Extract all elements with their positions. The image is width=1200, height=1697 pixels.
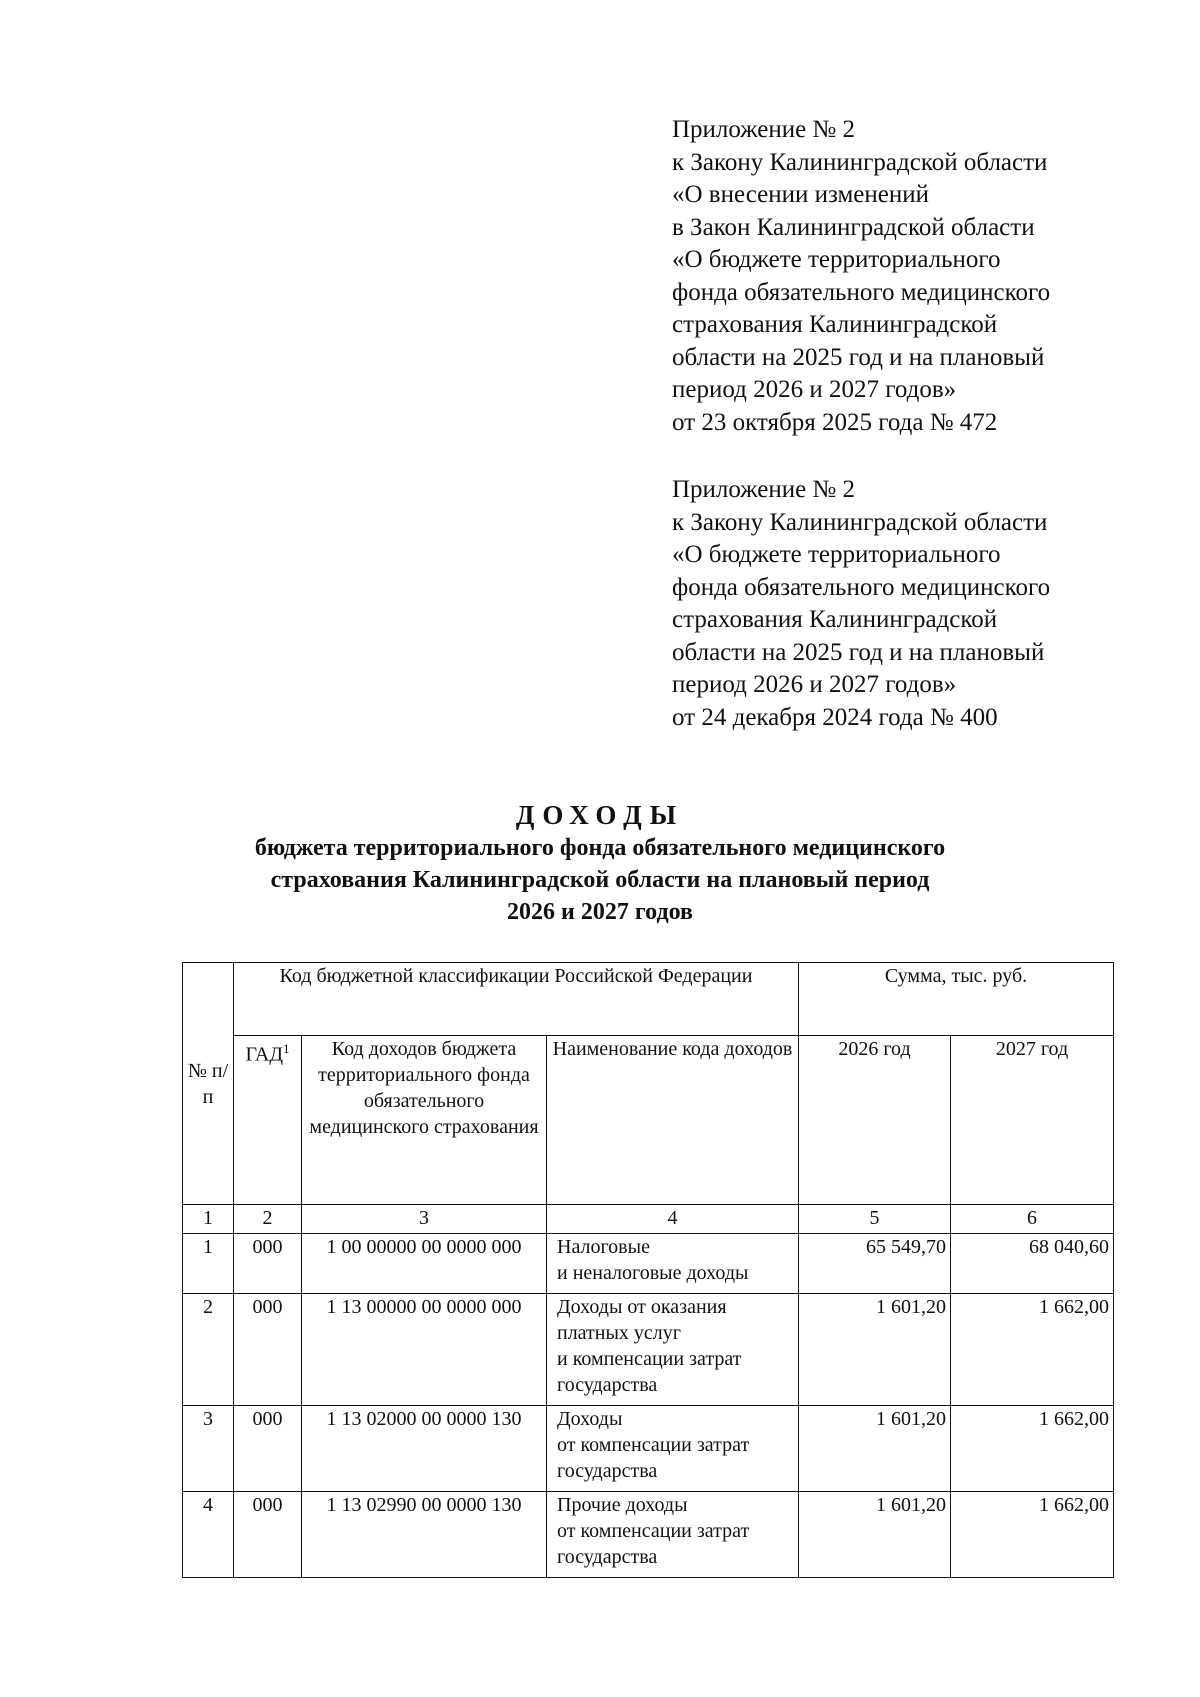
- row-gad: 000: [234, 1406, 302, 1492]
- header-gad-label: ГАД: [245, 1043, 283, 1066]
- row-num: 2: [183, 1294, 234, 1406]
- row-gad: 000: [234, 1492, 302, 1578]
- row-name-line: государства: [557, 1460, 658, 1482]
- row-name-line: Доходы: [557, 1408, 623, 1430]
- row-value-2026: 1 601,20: [799, 1294, 951, 1406]
- row-value-2027: 1 662,00: [951, 1294, 1114, 1406]
- appendix-line: области на 2025 год и на плановый: [672, 638, 1045, 666]
- table-row: [183, 1492, 1114, 1578]
- title-line: страхования Калининградской области на плановый период: [270, 867, 930, 893]
- row-name-line: и неналоговые доходы: [557, 1262, 749, 1284]
- row-value-2026: 65 549,70: [799, 1234, 951, 1294]
- row-name-line: Налоговые: [557, 1236, 650, 1258]
- column-number: 4: [547, 1205, 799, 1234]
- appendix-line: период 2026 и 2027 годов»: [672, 671, 957, 698]
- appendix-line: страхования Калининградской: [672, 311, 998, 338]
- appendix-line: к Закону Калининградской области: [672, 148, 1048, 176]
- row-code: 1 13 02990 00 0000 130: [302, 1492, 547, 1578]
- appendix-line: от 23 октября 2025 года № 472: [672, 408, 998, 436]
- header-income-code: Код доходов бюджета территориального фонда обязательного медицинского страхования: [302, 1036, 547, 1205]
- row-name-line: платных услуг: [557, 1322, 681, 1344]
- title-line: бюджета территориального фонда обязательного медицинского: [254, 835, 946, 861]
- column-number: 1: [183, 1205, 234, 1234]
- appendix-note-original: [672, 474, 1142, 734]
- appendix-line: области на 2025 год и на плановый: [672, 343, 1045, 371]
- column-number: 3: [302, 1205, 547, 1234]
- row-name-line: Доходы от оказания: [557, 1296, 727, 1318]
- row-name: [547, 1406, 799, 1492]
- row-value-2027: 1 662,00: [951, 1406, 1114, 1492]
- header-year-2027: 2027 год: [951, 1036, 1114, 1205]
- row-name-line: государства: [557, 1374, 658, 1396]
- header-sum: Сумма, тыс. руб.: [799, 963, 1114, 1036]
- appendix-line: к Закону Калининградской области: [672, 508, 1048, 536]
- header-num: № п/п: [183, 963, 234, 1205]
- header-gad-footnote: 1: [282, 1041, 290, 1056]
- row-value-2027: 68 040,60: [951, 1234, 1114, 1294]
- column-number: 2: [234, 1205, 302, 1234]
- row-code: 1 13 00000 00 0000 000: [302, 1294, 547, 1406]
- title-line: 2026 и 2027 годов: [507, 899, 693, 925]
- header-gad: [234, 1036, 302, 1205]
- header-classification: Код бюджетной классификации Российской Федерации: [234, 963, 799, 1036]
- appendix-note-current: [672, 114, 1142, 439]
- row-num: 3: [183, 1406, 234, 1492]
- appendix-line: Приложение № 2: [672, 476, 856, 503]
- appendix-line: в Закон Калининградской области: [672, 213, 1035, 241]
- row-code: 1 13 02000 00 0000 130: [302, 1406, 547, 1492]
- title-main: ДОХОДЫ: [515, 800, 685, 830]
- table-row: [183, 1294, 1114, 1406]
- table-header-row: [183, 963, 1114, 1036]
- column-number: 5: [799, 1205, 951, 1234]
- row-name-line: и компенсации затрат: [557, 1348, 742, 1370]
- appendix-line: Приложение № 2: [672, 116, 856, 143]
- appendix-line: фонда обязательного медицинского: [672, 278, 1051, 306]
- row-name: [547, 1234, 799, 1294]
- row-name: [547, 1294, 799, 1406]
- appendix-line: «О бюджете территориального: [672, 246, 1001, 273]
- income-table: [182, 962, 1114, 1578]
- row-name-line: от компенсации затрат: [557, 1434, 750, 1456]
- row-value-2027: 1 662,00: [951, 1492, 1114, 1578]
- row-gad: 000: [234, 1234, 302, 1294]
- row-code: 1 00 00000 00 0000 000: [302, 1234, 547, 1294]
- row-value-2026: 1 601,20: [799, 1492, 951, 1578]
- column-number: 6: [951, 1205, 1114, 1234]
- table-row: [183, 1234, 1114, 1294]
- row-gad: 000: [234, 1294, 302, 1406]
- table-row: [183, 1406, 1114, 1492]
- document-title: [150, 798, 1050, 928]
- appendix-line: «О бюджете территориального: [672, 541, 1001, 568]
- row-name-line: Прочие доходы: [557, 1494, 688, 1516]
- column-number-row: [183, 1205, 1114, 1234]
- appendix-line: страхования Калининградской: [672, 606, 998, 633]
- header-year-2026: 2026 год: [799, 1036, 951, 1205]
- appendix-line: от 24 декабря 2024 года № 400: [672, 703, 998, 731]
- appendix-line: период 2026 и 2027 годов»: [672, 376, 957, 403]
- row-name: [547, 1492, 799, 1578]
- row-num: 1: [183, 1234, 234, 1294]
- appendix-line: фонда обязательного медицинского: [672, 573, 1051, 601]
- header-income-name: Наименование кода доходов: [547, 1036, 799, 1205]
- row-value-2026: 1 601,20: [799, 1406, 951, 1492]
- row-name-line: государства: [557, 1546, 658, 1568]
- table-header-row: [183, 1036, 1114, 1205]
- appendix-line: «О внесении изменений: [672, 181, 930, 208]
- row-name-line: от компенсации затрат: [557, 1520, 750, 1542]
- row-num: 4: [183, 1492, 234, 1578]
